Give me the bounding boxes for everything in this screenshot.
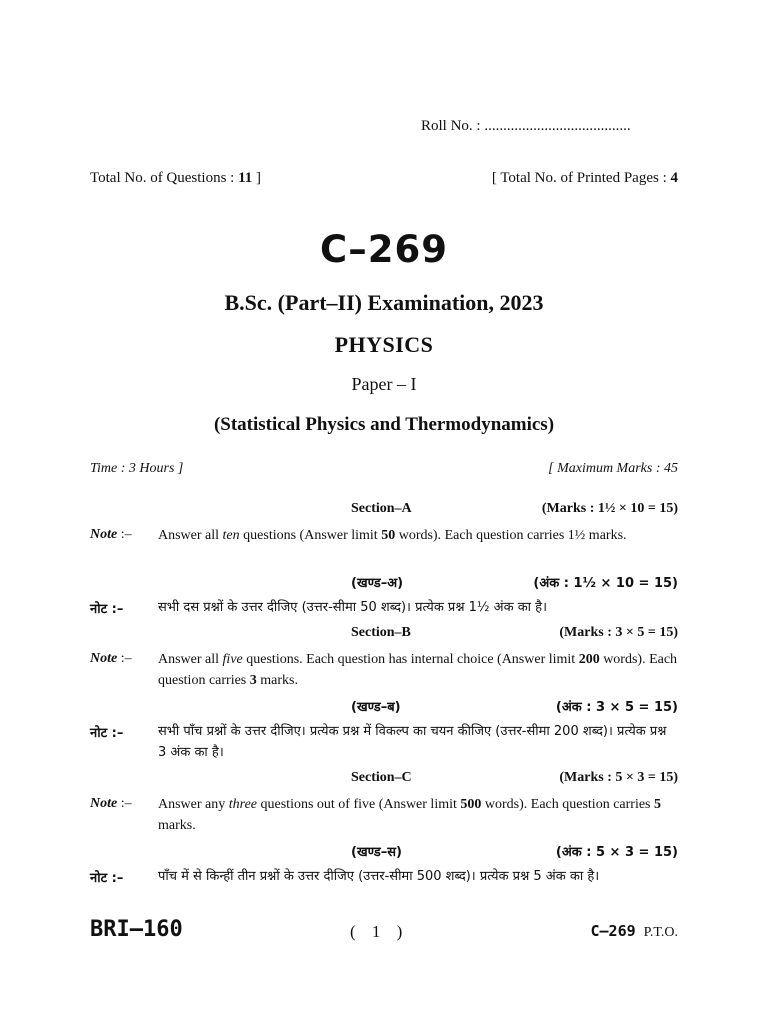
section-b-heading: Section–B	[351, 625, 411, 640]
section-a-hindi-note-text: सभी दस प्रश्नों के उत्तर दीजिए (उत्तर-सीमा 50 शब्द)। प्रत्येक प्रश्न 1½ अंक का है।	[158, 600, 548, 615]
section-c-hindi-note-text: पाँच में से किन्हीं तीन प्रश्नों के उत्तर दीजिए (उत्तर-सीमा 500 शब्द)। प्रत्येक प्रश्न 5 अंक का है।	[158, 869, 600, 884]
footer-series-code: BRI–160	[90, 917, 183, 942]
paper-code-title: C–269	[320, 228, 448, 271]
section-c-hindi-marks: (अंक : 5 × 3 = 15)	[555, 845, 678, 860]
subject-name: PHYSICS	[334, 332, 434, 357]
section-a-marks: (Marks : 1½ × 10 = 15)	[541, 501, 678, 516]
section-c-hindi-note-label: नोट :–	[90, 871, 124, 886]
section-a-hindi-note-label: नोट :–	[90, 602, 124, 617]
roll-number-line: Roll No. : .......................................	[421, 118, 631, 134]
section-c-heading: Section–C	[351, 770, 412, 785]
section-c-note-label: Note :–	[90, 796, 132, 811]
maximum-marks: [ Maximum Marks : 45	[548, 461, 678, 476]
time-allowed: Time : 3 Hours ]	[90, 461, 184, 476]
page-number: ( 1 )	[350, 922, 409, 941]
total-pages-value: 4	[670, 170, 678, 186]
section-b-hindi-heading: (खण्ड–ब)	[351, 700, 401, 715]
total-questions-label: Total No. of Questions :	[90, 170, 239, 186]
section-b-hindi-note-label: नोट :–	[90, 726, 124, 741]
section-b-marks: (Marks : 3 × 5 = 15)	[559, 625, 678, 640]
section-a-heading: Section–A	[351, 501, 412, 516]
section-a-note-text: Answer all ten questions (Answer limit 50 words). Each question carries 1½ marks.	[158, 528, 627, 543]
section-b-hindi-note-text: सभी पाँच प्रश्नों के उत्तर दीजिए। प्रत्येक प्रश्न में विकल्प का चयन कीजिए (उत्तर-सीमा 200 शब्द)। प्रत्येक प्रश्न 3 अंक का है।	[158, 724, 667, 760]
section-a-hindi-heading: (खण्ड–अ)	[351, 576, 404, 591]
section-c-note-text: Answer any three questions out of five (Answer limit 500 words). Each question carries 5 marks.	[158, 797, 661, 833]
total-questions	[90, 170, 261, 187]
section-b-hindi-marks: (अंक : 3 × 5 = 15)	[555, 700, 678, 715]
total-pages	[492, 170, 678, 187]
exam-name: B.Sc. (Part–II) Examination, 2023	[224, 290, 544, 315]
section-a-hindi-marks: (अंक : 1½ × 10 = 15)	[533, 576, 678, 591]
footer-right	[590, 922, 678, 941]
total-questions-close: ]	[252, 170, 262, 186]
section-c-marks: (Marks : 5 × 3 = 15)	[559, 770, 678, 785]
paper-subtitle: (Statistical Physics and Thermodynamics)	[213, 414, 555, 435]
section-b-note-text: Answer all five questions. Each question has internal choice (Answer limit 200 words). Each question carries 3 marks.	[158, 652, 678, 688]
please-turn-over: P.T.O.	[643, 925, 678, 940]
section-c-hindi-heading: (खण्ड–स)	[351, 845, 402, 860]
paper-number: Paper – I	[351, 374, 417, 394]
total-pages-label: [ Total No. of Printed Pages :	[491, 170, 671, 186]
section-b-note-label: Note :–	[90, 651, 132, 666]
total-questions-value: 11	[238, 170, 253, 186]
footer-paper-code: C–269	[590, 922, 636, 940]
section-a-note-label: Note :–	[90, 527, 132, 542]
